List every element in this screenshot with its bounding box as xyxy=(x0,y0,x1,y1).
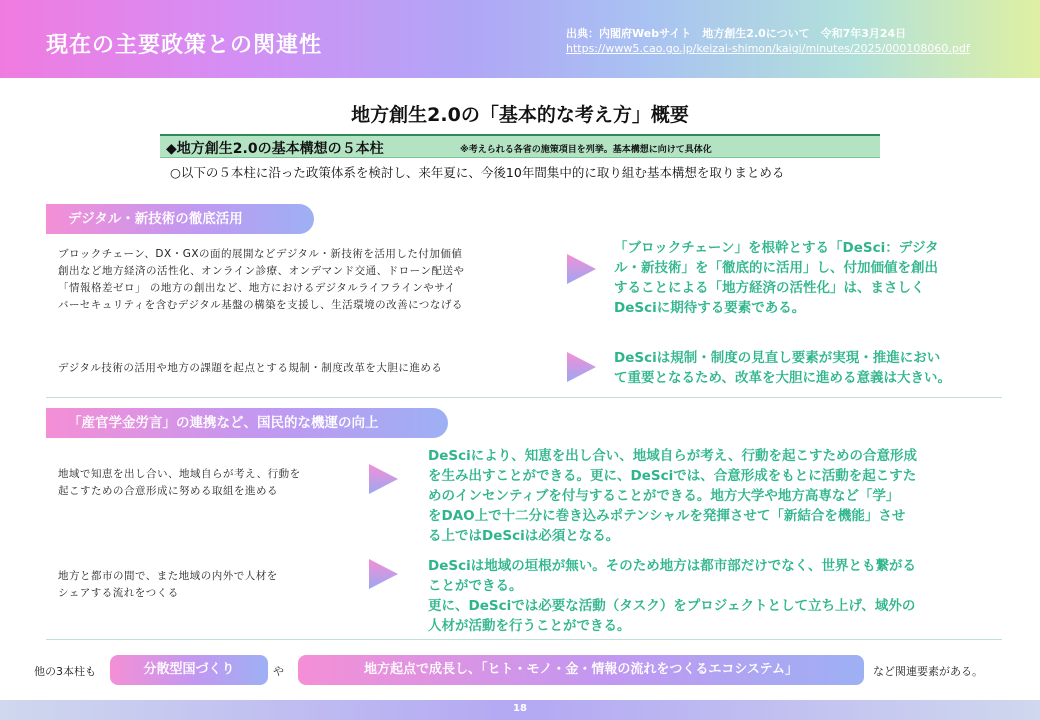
section-label-collaboration: 「産官学金労言」の連携など、国民的な機運の向上 xyxy=(46,408,448,438)
footer-suffix: など関連要素がある。 xyxy=(873,665,983,678)
figure-bar-main: ◆地方創生2.0の基本構想の５本柱 xyxy=(166,141,384,157)
text-line: 創出など地方経済の活性化、オンライン診療、オンデマンド交通、ドローン配送や xyxy=(58,265,465,277)
text-line: ことができる。 xyxy=(428,578,523,594)
text-line: することによる「地方経済の活性化」は、まさしく xyxy=(614,280,925,296)
desci-comment-talent xyxy=(428,556,1012,636)
text-line: 「ブロックチェーン」を根幹とする「DeSci：デジタ xyxy=(614,240,939,256)
text-line: DeSciに期待する要素である。 xyxy=(614,300,806,316)
text-line: ブロックチェーン、DX・GXの面的展開などデジタル・新技術を活用した付加価値 xyxy=(58,248,463,260)
arrow-right-icon xyxy=(366,557,400,591)
section-label-digital: デジタル・新技術の徹底活用 xyxy=(46,204,314,234)
arrow-right-icon xyxy=(366,462,400,496)
bottom-bar xyxy=(0,700,1040,720)
text-line: DeSciにより、知恵を出し合い、地域自らが考え、行動を起こすための合意形成 xyxy=(428,448,918,464)
source-citation: 出典：内閣府Webサイト 地方創生2.0について 令和7年3月24日 xyxy=(566,27,907,40)
pill-distributed-nation: 分散型国づくり xyxy=(110,655,268,685)
text-line: 地域で知恵を出し合い、地域自らが考え、行動を xyxy=(58,468,301,480)
policy-text-talent xyxy=(58,568,368,602)
section-divider xyxy=(46,639,1002,640)
text-line: DeSciは地域の垣根が無い。そのため地方は都市部だけでなく、世界とも繋がる xyxy=(428,558,916,574)
text-line: をDAO上で十二分に巻き込みポテンシャルを発揮させて「新結合を機能」させ xyxy=(428,508,906,524)
source-link[interactable]: https://www5.cao.go.jp/keizai-shimon/kaigi/minutes/2025/000108060.pdf xyxy=(566,42,970,55)
desci-comment-digital-1 xyxy=(614,238,1004,318)
text-line: めのインセンティブを付与することができる。地方大学や地方高専など「学」 xyxy=(428,488,900,504)
text-line: バーセキュリティを含むデジタル基盤の構築を支援し、生活環境の改善につなげる xyxy=(58,299,463,311)
pill-ecosystem: 地方起点で成長し、「ヒト・モノ・金・情報の流れをつくるエコシステム」 xyxy=(298,655,864,685)
desci-comment-consensus xyxy=(428,446,1012,546)
figure-subtext: ○以下の５本柱に沿った政策体系を検討し、来年夏に、今後10年間集中的に取り組む基本構想を取りまとめる xyxy=(170,165,785,180)
text-line: 「情報格差ゼロ」 の地方の創出など、地方におけるデジタルライフラインやサイ xyxy=(58,282,456,294)
text-line: ル・新技術」を「徹底的に活用」し、付加価値を創出 xyxy=(614,260,938,276)
desci-comment-digital-2 xyxy=(614,348,1014,388)
text-line: 地方と都市の間で、また地域の内外で人材を xyxy=(58,570,278,582)
footer-joiner: や xyxy=(273,665,284,678)
figure-title: 地方創生2.0の「基本的な考え方」概要 xyxy=(351,104,689,126)
page-number: 18 xyxy=(513,703,527,714)
text-line: る上ではDeSciは必須となる。 xyxy=(428,528,620,544)
text-line: 起こすための合意形成に努める取組を進める xyxy=(58,485,278,497)
text-line: シェアする流れをつくる xyxy=(58,587,179,599)
footer-prefix: 他の3本柱も xyxy=(34,665,96,678)
text-line: 人材が活動を行うことができる。 xyxy=(428,618,631,634)
policy-text-digital-1 xyxy=(58,246,558,314)
page-title: 現在の主要政策との関連性 xyxy=(46,33,323,58)
text-line: DeSciは規制・制度の見直し要素が実現・推進におい xyxy=(614,350,941,366)
embedded-figure xyxy=(160,96,880,186)
figure-bar-note: ※考えられる各省の施策項目を列挙。基本構想に向けて具体化 xyxy=(460,145,712,155)
policy-text-digital-2: デジタル技術の活用や地方の課題を起点とする規制・制度改革を大胆に進める xyxy=(58,362,443,374)
policy-text-consensus xyxy=(58,466,368,500)
figure-header-bar xyxy=(160,134,880,158)
text-line: を生み出すことができる。更に、DeSciでは、合意形成をもとに活動を起こすた xyxy=(428,468,917,484)
header-banner xyxy=(0,0,1040,78)
arrow-right-icon xyxy=(564,350,598,384)
arrow-right-icon xyxy=(564,252,598,286)
section-divider xyxy=(46,397,1002,398)
text-line: 更に、DeSciでは必要な活動（タスク）をプロジェクトとして立ち上げ、域外の xyxy=(428,598,916,614)
text-line: て重要となるため、改革を大胆に進める意義は大きい。 xyxy=(614,370,951,386)
